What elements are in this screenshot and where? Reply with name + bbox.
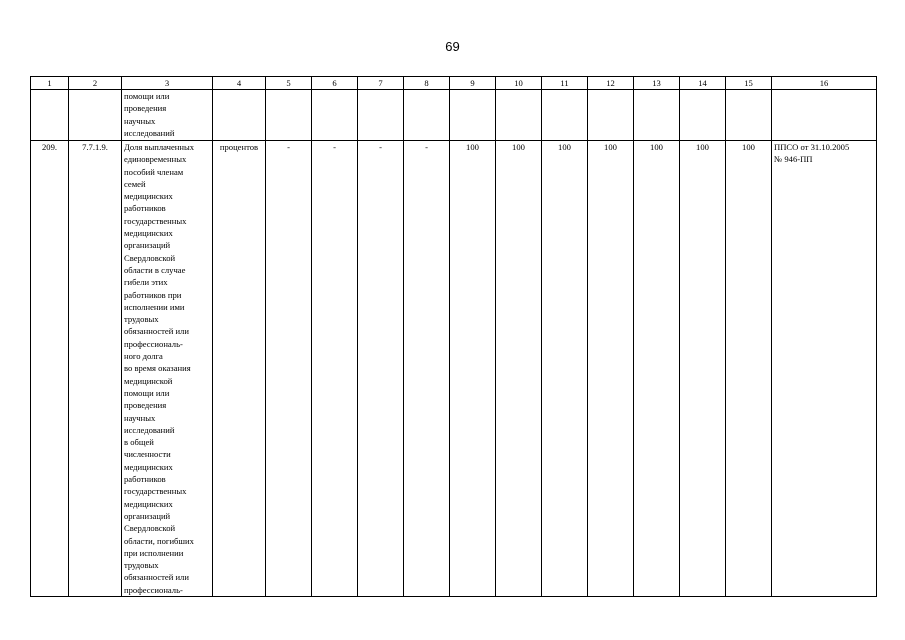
column-number: 5 — [266, 77, 312, 90]
table-cell — [496, 90, 542, 141]
table-cell — [680, 90, 726, 141]
column-number: 10 — [496, 77, 542, 90]
column-number: 14 — [680, 77, 726, 90]
row-unit: процентов — [213, 141, 266, 597]
value-cell: 100 — [726, 141, 772, 597]
column-number: 13 — [634, 77, 680, 90]
column-number: 6 — [312, 77, 358, 90]
column-number: 1 — [31, 77, 69, 90]
row-code: 7.7.1.9. — [69, 141, 122, 597]
table-cell — [450, 90, 496, 141]
row-source-document: ППСО от 31.10.2005 № 946-ПП — [772, 141, 877, 597]
table-cell — [213, 90, 266, 141]
value-cell: - — [358, 141, 404, 597]
column-number: 3 — [122, 77, 213, 90]
column-numbers-row — [31, 77, 877, 90]
table-cell — [358, 90, 404, 141]
value-cell: 100 — [542, 141, 588, 597]
table-cell — [69, 90, 122, 141]
table-cell — [404, 90, 450, 141]
table-cell — [726, 90, 772, 141]
table-cell — [266, 90, 312, 141]
column-number: 7 — [358, 77, 404, 90]
page-number: 69 — [445, 39, 460, 54]
column-number: 11 — [542, 77, 588, 90]
table-cell — [634, 90, 680, 141]
value-cell: 100 — [450, 141, 496, 597]
value-cell: 100 — [588, 141, 634, 597]
value-cell: - — [266, 141, 312, 597]
continuation-text: помощи или проведения научных исследований — [122, 90, 213, 141]
column-number: 2 — [69, 77, 122, 90]
value-cell: 100 — [496, 141, 542, 597]
row-number: 209. — [31, 141, 69, 597]
value-cell: - — [404, 141, 450, 597]
column-number: 12 — [588, 77, 634, 90]
value-cell: 100 — [634, 141, 680, 597]
column-number: 9 — [450, 77, 496, 90]
table-cell — [772, 90, 877, 141]
table-cell — [588, 90, 634, 141]
continuation-row — [31, 90, 877, 141]
indicator-table — [30, 76, 877, 597]
table-cell — [31, 90, 69, 141]
table-cell — [312, 90, 358, 141]
value-cell: - — [312, 141, 358, 597]
column-number: 8 — [404, 77, 450, 90]
table-row-209 — [31, 141, 877, 597]
column-number: 4 — [213, 77, 266, 90]
table-cell — [542, 90, 588, 141]
column-number: 16 — [772, 77, 877, 90]
value-cell: 100 — [680, 141, 726, 597]
column-number: 15 — [726, 77, 772, 90]
row-description: Доля выплаченных единовременных пособий членам семей медицинских работников государственных медицинских организаций Свердловской области в случае гибели этих работников при исполнении ими трудовых обязанностей или профессиональ- ного долга во время оказания медицинской помощи или проведения научных исследований в общей численности медицинских работников государственных медицинских организаций Свердловской области, погибших при исполнении трудовых обязанностей или профессиональ- — [122, 141, 213, 597]
